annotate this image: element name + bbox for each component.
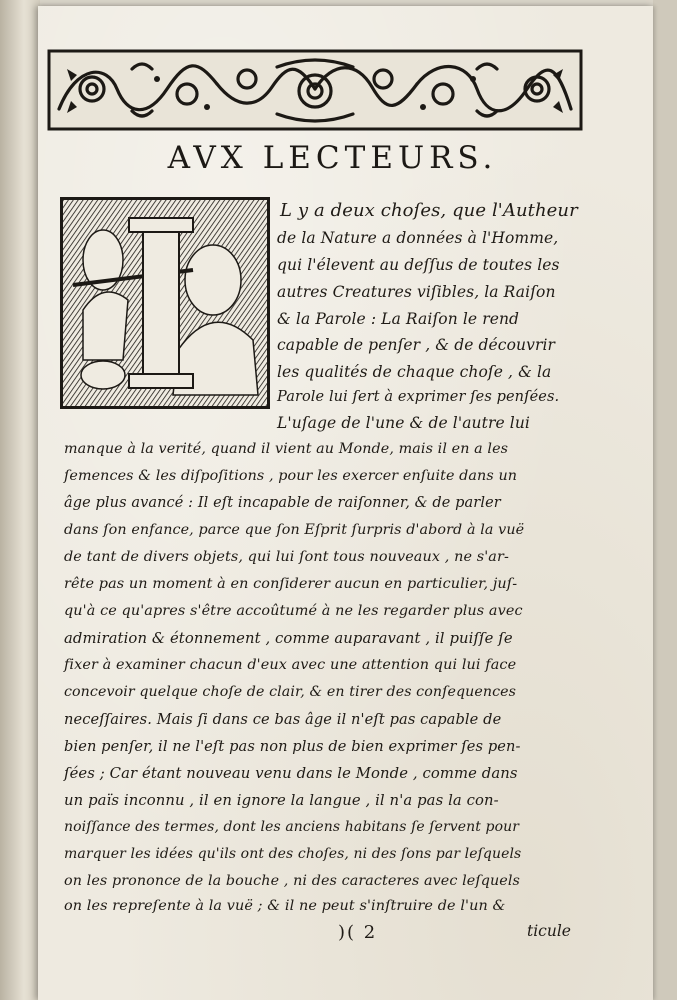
text-line-20: neceſſaires. Mais ſi dans ce bas âge il n'eſt pas capable de — [64, 711, 502, 728]
text-line-5: & la Parole : La Raiſon le rend — [277, 310, 520, 328]
text-line-1: L y a deux choſes, que l'Autheur — [280, 200, 578, 221]
text-line-26: on les prononce de la bouche , ni des caracteres avec leſquels — [64, 873, 520, 889]
text-line-23: un païs inconnu , il en ignore la langue , il n'a pas la con- — [64, 792, 499, 809]
right-background — [653, 0, 677, 1000]
text-line-10: manque à la verité, quand il vient au Monde, mais il en a les — [64, 441, 509, 457]
text-line-13: dans ſon enfance, parce que ſon Eſprit ſurpris d'abord à la vuë — [64, 522, 525, 538]
text-line-9: L'uſage de l'une & de l'autre lui — [277, 414, 530, 432]
text-line-21: bien penſer, il ne l'eſt pas non plus de bien exprimer ſes pen- — [64, 738, 521, 755]
catchword: ticule — [527, 922, 571, 940]
text-line-3: qui l'élevent au deſſus de toutes les — [277, 256, 560, 274]
page-title: AVX LECTEURS. — [167, 140, 498, 176]
text-line-19: concevoir quelque choſe de clair, & en tirer des conſequences — [64, 684, 517, 700]
text-line-22: ſées ; Car étant nouveau venu dans le Monde , comme dans — [64, 765, 518, 782]
text-line-7: les qualités de chaque choſe , & la — [277, 363, 552, 381]
text-line-15: rête pas un moment à en conſiderer aucun en particulier, juſ- — [64, 576, 518, 592]
text-line-6: capable de penſer , & de découvrir — [277, 336, 556, 354]
text-line-27: on les repreſente à la vuë ; & il ne peut s'inſtruire de l'un & — [64, 898, 506, 914]
text-line-4: autres Creatures viſibles, la Raiſon — [277, 283, 556, 301]
text-line-18: fixer à examiner chacun d'eux avec une attention qui lui face — [64, 657, 517, 673]
text-line-17: admiration & étonnement , comme auparavant , il puiſſe ſe — [64, 630, 513, 647]
headpiece-ornament — [47, 49, 583, 131]
text-line-16: qu'à ce qu'apres s'être accoûtumé à ne les regarder plus avec — [64, 603, 523, 619]
text-line-25: marquer les idées qu'ils ont des choſes, ni des ſons par leſquels — [64, 846, 522, 862]
text-line-2: de la Nature a données à l'Homme, — [277, 229, 559, 247]
woodcut-initial — [60, 197, 270, 409]
text-line-11: ſemences & les diſpoſitions , pour les exercer enſuite dans un — [64, 468, 518, 484]
text-line-24: noiſſance des termes, dont les anciens habitans ſe ſervent pour — [64, 819, 520, 835]
left-page-edge — [0, 0, 40, 1000]
text-line-12: âge plus avancé : Il eſt incapable de raiſonner, & de parler — [64, 495, 501, 511]
text-line-14: de tant de divers objets, qui lui ſont tous nouveaux , ne s'ar- — [64, 549, 509, 565]
signature-mark: )( 2 — [338, 922, 378, 943]
text-line-8: Parole lui ſert à exprimer ſes penſées. — [277, 389, 560, 405]
